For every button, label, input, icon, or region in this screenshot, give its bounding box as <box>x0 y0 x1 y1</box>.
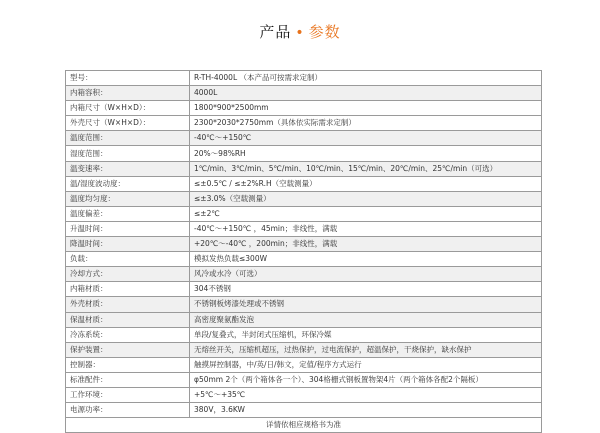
table-footer-row <box>66 418 542 433</box>
spec-label: 电源功率： <box>66 403 190 418</box>
title-main: 产品 <box>259 23 292 41</box>
spec-value: ≤±3.0%（空载测量） <box>190 191 542 206</box>
spec-value: 模拟发热负载≤300W <box>190 252 542 267</box>
spec-value: +5℃～+35℃ <box>190 387 542 402</box>
spec-value: 380V，3.6KW <box>190 403 542 418</box>
spec-table-body <box>66 71 542 433</box>
table-row <box>66 101 542 116</box>
spec-value: 304不锈钢 <box>190 282 542 297</box>
spec-label: 温度偏差： <box>66 206 190 221</box>
page-title <box>0 20 600 45</box>
spec-label: 保护装置： <box>66 342 190 357</box>
table-row <box>66 116 542 131</box>
spec-value: 无熔丝开关，压缩机超压，过热保护，过电流保护，超温保护，干烧保护，缺水保护 <box>190 342 542 357</box>
spec-label: 型号： <box>66 71 190 86</box>
spec-value: 风冷或水冷（可选） <box>190 267 542 282</box>
spec-label: 负载： <box>66 252 190 267</box>
spec-label: 温/湿度波动度： <box>66 176 190 191</box>
spec-label: 温度均匀度： <box>66 191 190 206</box>
spec-value: ≤±2℃ <box>190 206 542 221</box>
spec-label: 冷却方式： <box>66 267 190 282</box>
table-row <box>66 297 542 312</box>
spec-label: 湿度范围： <box>66 146 190 161</box>
spec-value: φ50mm 2个（两个箱体各一个）、304格栅式钢板置物架4片（两个箱体各配2个隔板） <box>190 372 542 387</box>
table-row <box>66 131 542 146</box>
spec-value: 1800*900*2500mm <box>190 101 542 116</box>
table-row <box>66 146 542 161</box>
table-row <box>66 176 542 191</box>
spec-value: 单段/复叠式，半封闭式压缩机，环保冷媒 <box>190 327 542 342</box>
spec-label: 温变速率： <box>66 161 190 176</box>
spec-value: R-TH-4000L （本产品可按需求定制） <box>190 71 542 86</box>
table-row <box>66 252 542 267</box>
spec-value: +20℃～-40℃ ，200min；非线性，满载 <box>190 237 542 252</box>
spec-value: 高密度聚氨酯发泡 <box>190 312 542 327</box>
spec-value: 1℃/min、3℃/min、5℃/min、10℃/min、15℃/min、20℃/min、25℃/min（可选） <box>190 161 542 176</box>
spec-label: 内箱容积： <box>66 86 190 101</box>
table-row <box>66 267 542 282</box>
title-dot: • <box>295 25 305 41</box>
spec-value: 不锈钢板烤漆处理或不锈钢 <box>190 297 542 312</box>
spec-label: 降温时间： <box>66 237 190 252</box>
spec-value: -40℃～+150℃ <box>190 131 542 146</box>
spec-value: 4000L <box>190 86 542 101</box>
spec-label: 内箱尺寸（W×H×D）： <box>66 101 190 116</box>
spec-label: 外壳材质： <box>66 297 190 312</box>
spec-label: 内箱材质： <box>66 282 190 297</box>
table-row <box>66 357 542 372</box>
table-row <box>66 403 542 418</box>
spec-value: 触摸屏控制器，中/英/日/韩文，定值/程序方式运行 <box>190 357 542 372</box>
spec-label: 控制器： <box>66 357 190 372</box>
table-row <box>66 282 542 297</box>
table-row <box>66 206 542 221</box>
spec-value: 20%～98%RH <box>190 146 542 161</box>
spec-label: 冷冻系统： <box>66 327 190 342</box>
title-accent: 参数 <box>308 23 341 41</box>
table-row <box>66 237 542 252</box>
spec-value: 2300*2030*2750mm（具体依实际需求定制） <box>190 116 542 131</box>
table-footer-note: 详情依相应规格书为准 <box>66 418 542 433</box>
spec-label: 外壳尺寸（W×H×D）： <box>66 116 190 131</box>
spec-label: 标准配件： <box>66 372 190 387</box>
spec-label: 温度范围： <box>66 131 190 146</box>
table-row <box>66 327 542 342</box>
spec-table <box>65 70 542 433</box>
spec-label: 保温材质： <box>66 312 190 327</box>
table-row <box>66 71 542 86</box>
table-row <box>66 221 542 236</box>
spec-label: 工作环境： <box>66 387 190 402</box>
spec-value: ≤±0.5℃ / ≤±2%R.H（空载测量） <box>190 176 542 191</box>
table-row <box>66 342 542 357</box>
table-row <box>66 191 542 206</box>
spec-label: 升温时间： <box>66 221 190 236</box>
table-row <box>66 372 542 387</box>
table-row <box>66 161 542 176</box>
table-row <box>66 86 542 101</box>
spec-value: -40℃～+150℃ ，45min；非线性，满载 <box>190 221 542 236</box>
table-row <box>66 387 542 402</box>
table-row <box>66 312 542 327</box>
